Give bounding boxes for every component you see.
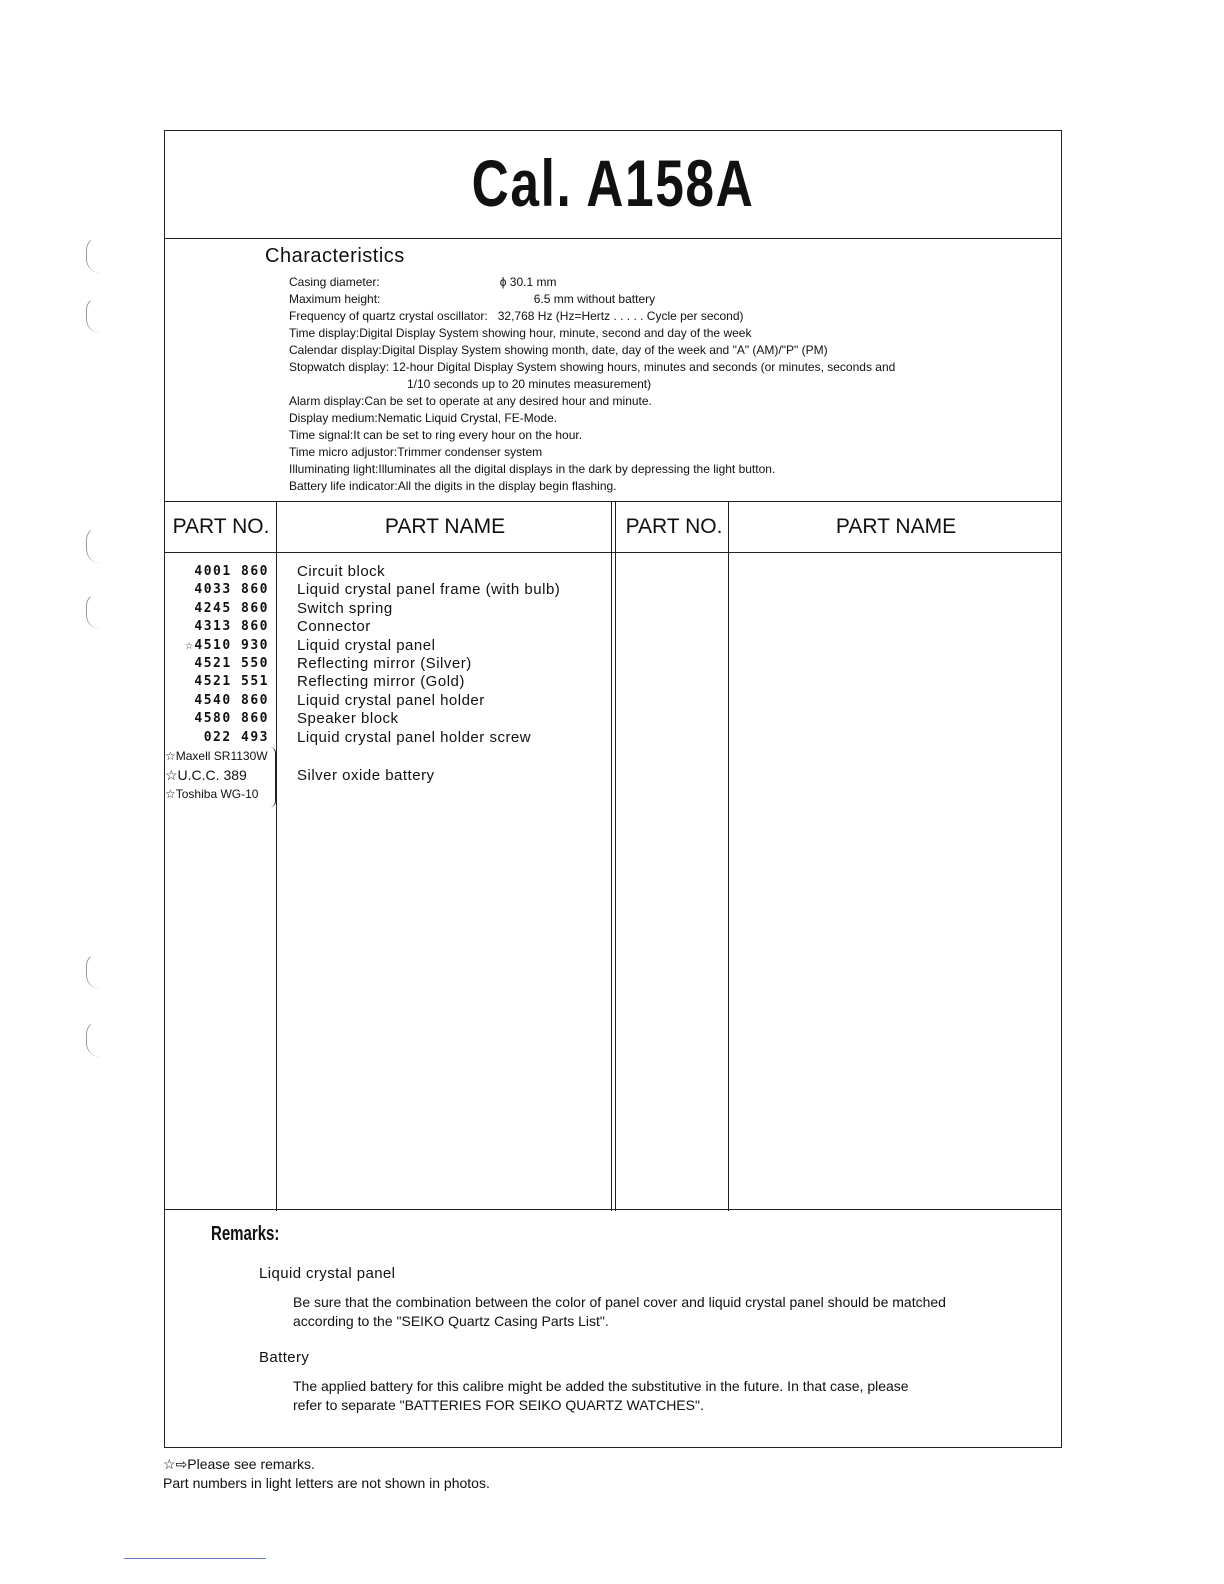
table-row — [165, 618, 605, 636]
remark-text-line: Be sure that the combination between the color of panel cover and liquid crystal panel should be matched — [293, 1294, 946, 1310]
table-row — [165, 581, 605, 599]
part-number: 4580 860 — [194, 711, 269, 727]
battery-part-number: ☆Toshiba WG-10 — [165, 786, 259, 801]
part-name: Switch spring — [297, 599, 393, 617]
part-name: Connector — [297, 618, 371, 636]
characteristic-line: Battery life indicator:All the digits in the display begin flashing. — [289, 479, 617, 493]
footnotes — [163, 1455, 490, 1493]
part-number: 4245 860 — [194, 600, 269, 616]
table-row — [165, 729, 605, 747]
header-part-name-2: PART NAME — [835, 515, 957, 538]
table-row — [165, 692, 605, 710]
spec-sheet-frame — [164, 130, 1062, 1448]
header-part-name: PART NAME — [384, 515, 506, 538]
table-row — [165, 600, 605, 618]
margin-mark — [86, 296, 101, 333]
title-row — [165, 131, 1061, 239]
remarks-title: Remarks: — [211, 1223, 280, 1245]
header-part-no-2: PART NO. — [625, 515, 723, 538]
part-number: ☆4510 930 — [185, 637, 269, 653]
remark-text-line: The applied battery for this calibre might be added the substitutive in the future. In that case, please — [293, 1378, 909, 1394]
battery-part-number: ☆U.C.C. 389 — [165, 766, 247, 783]
battery-part-number: ☆Maxell SR1130W — [165, 748, 268, 763]
remark-text — [293, 1293, 1023, 1331]
characteristics-section — [265, 245, 1055, 495]
characteristic-line: Calendar display:Digital Display System showing month, date, day of the week and "A" (AM)/"P" (PM) — [289, 343, 828, 357]
battery-row — [165, 766, 605, 785]
page-title: Cal. A158A — [471, 146, 755, 220]
part-number: 4313 860 — [194, 619, 269, 635]
remark-heading: Liquid crystal panel — [259, 1265, 396, 1282]
remarks-divider — [165, 1209, 1061, 1210]
part-name: Speaker block — [297, 710, 399, 728]
part-name: Liquid crystal panel frame (with bulb) — [297, 581, 561, 599]
header-part-no: PART NO. — [172, 515, 270, 538]
part-name: Liquid crystal panel holder screw — [297, 728, 532, 746]
characteristic-line: Alarm display:Can be set to operate at any desired hour and minute. — [289, 394, 652, 408]
parts-list — [165, 563, 605, 804]
margin-mark — [86, 592, 101, 629]
table-row — [165, 710, 605, 728]
characteristic-line: Time signal:It can be set to ring every hour on the hour. — [289, 428, 583, 442]
battery-row — [165, 747, 605, 766]
table-row — [165, 637, 605, 655]
characteristic-line: Stopwatch display: 12-hour Digital Display System showing hours, minutes and seconds (or minutes, seconds and — [289, 360, 896, 374]
footnote: ☆⇨Please see remarks. — [163, 1456, 315, 1472]
margin-mark — [86, 1020, 101, 1057]
battery-row — [165, 785, 605, 804]
part-name: Liquid crystal panel — [297, 636, 436, 654]
characteristic-line: Display medium:Nematic Liquid Crystal, FE-Mode. — [289, 411, 558, 425]
table-row — [165, 563, 605, 581]
battery-bracket — [269, 747, 276, 807]
part-name: Reflecting mirror (Silver) — [297, 654, 472, 672]
characteristics-list — [289, 274, 1055, 495]
part-name: Circuit block — [297, 563, 386, 580]
part-name: Liquid crystal panel holder — [297, 691, 485, 709]
part-number: 4033 860 — [194, 582, 269, 598]
table-row — [165, 655, 605, 673]
remark-heading: Battery — [259, 1349, 310, 1366]
bottom-rule — [124, 1558, 266, 1559]
part-number: 4540 860 — [194, 692, 269, 708]
characteristic-line: Illuminating light:Illuminates all the digital displays in the dark by depressing the light button. — [289, 462, 776, 476]
column-divider — [611, 501, 616, 1211]
characteristic-line: Time display:Digital Display System showing hour, minute, second and day of the week — [289, 326, 752, 340]
part-number: 4521 550 — [194, 655, 269, 671]
part-name: Reflecting mirror (Gold) — [297, 673, 465, 691]
part-number: 4001 860 — [194, 564, 269, 579]
remark-text — [293, 1377, 1023, 1415]
characteristic-line: 1/10 seconds up to 20 minutes measurement) — [407, 377, 652, 391]
footnote: Part numbers in light letters are not shown in photos. — [163, 1475, 490, 1491]
margin-mark — [86, 236, 101, 273]
characteristic-line: Casing diameter: ϕ 30.1 mm — [289, 275, 557, 289]
table-row — [165, 673, 605, 691]
margin-mark — [86, 526, 101, 563]
characteristic-line: Maximum height: 6.5 mm without battery — [289, 292, 656, 306]
characteristic-line: Frequency of quartz crystal oscillator: 32,768 Hz (Hz=Hertz . . . . . Cycle per second) — [289, 309, 744, 323]
remark-text-line: according to the "SEIKO Quartz Casing Parts List". — [293, 1313, 609, 1329]
remark-text-line: refer to separate "BATTERIES FOR SEIKO QUARTZ WATCHES". — [293, 1397, 704, 1413]
part-name: Silver oxide battery — [297, 766, 435, 784]
characteristic-line: Time micro adjustor:Trimmer condenser system — [289, 445, 543, 459]
column-divider — [728, 501, 729, 1211]
part-number: 4521 551 — [194, 674, 269, 690]
margin-mark — [86, 952, 101, 989]
characteristics-heading: Characteristics — [265, 245, 405, 267]
part-number: 022 493 — [203, 729, 269, 745]
